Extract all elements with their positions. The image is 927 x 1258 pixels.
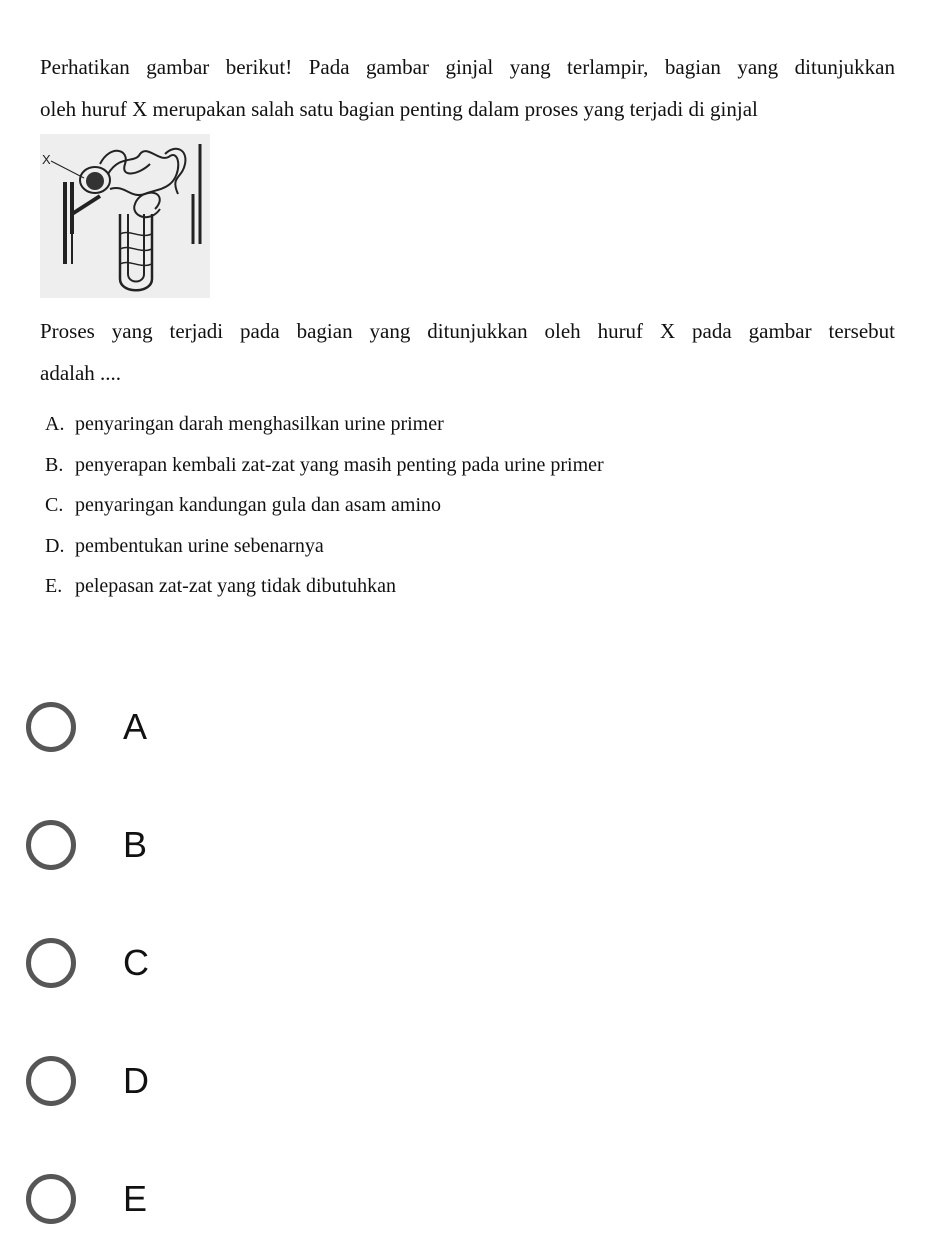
option-text: penyaringan kandungan gula dan asam amino	[75, 494, 441, 516]
answer-label-c: C	[123, 942, 149, 983]
option-letter: B.	[45, 453, 64, 476]
answer-choice-d[interactable]	[26, 1022, 526, 1140]
answer-label-b: B	[123, 824, 148, 865]
radio-button-e[interactable]	[26, 1174, 76, 1224]
answer-label-e: E	[123, 1178, 148, 1219]
question-prompt-line-1: Proses yang terjadi pada bagian yang ditunjukkan oleh huruf X pada gambar tersebut	[40, 319, 895, 343]
option-text: pembentukan urine sebenarnya	[75, 534, 324, 557]
option-d	[45, 526, 865, 567]
question-prompt-line-2: adalah ....	[40, 361, 122, 385]
option-text: pelepasan zat-zat yang tidak dibutuhkan	[75, 575, 396, 597]
option-letter: C.	[45, 494, 64, 516]
option-letter: E.	[45, 575, 63, 597]
answer-choices	[26, 668, 526, 1258]
answer-label-d: D	[123, 1060, 149, 1101]
option-a	[45, 404, 865, 445]
option-b	[45, 445, 865, 486]
option-letter: A.	[45, 413, 65, 435]
option-c	[45, 485, 865, 526]
question-intro-line-2: oleh huruf X merupakan salah satu bagian penting dalam proses yang terjadi di ginjal	[40, 97, 758, 121]
option-text: penyerapan kembali zat-zat yang masih penting pada urine primer	[75, 453, 604, 476]
option-letter: D.	[45, 534, 65, 557]
nephron-figure	[40, 134, 210, 298]
question-intro	[40, 46, 895, 130]
answer-choice-a[interactable]	[26, 668, 526, 786]
answer-choice-c[interactable]	[26, 904, 526, 1022]
answer-options-list	[45, 404, 865, 607]
figure-label-x: X	[42, 152, 51, 167]
answer-label-a: A	[123, 706, 148, 747]
radio-button-a[interactable]	[26, 702, 76, 752]
radio-button-d[interactable]	[26, 1056, 76, 1106]
radio-button-b[interactable]	[26, 820, 76, 870]
option-e	[45, 566, 865, 607]
option-text: penyaringan darah menghasilkan urine primer	[75, 413, 444, 435]
answer-choice-e[interactable]	[26, 1140, 526, 1258]
question-intro-line-1: Perhatikan gambar berikut! Pada gambar ginjal yang terlampir, bagian yang ditunjukkan	[40, 55, 895, 79]
question-prompt	[40, 310, 895, 394]
nephron-illustration	[40, 134, 210, 298]
radio-button-c[interactable]	[26, 938, 76, 988]
answer-choice-b[interactable]	[26, 786, 526, 904]
